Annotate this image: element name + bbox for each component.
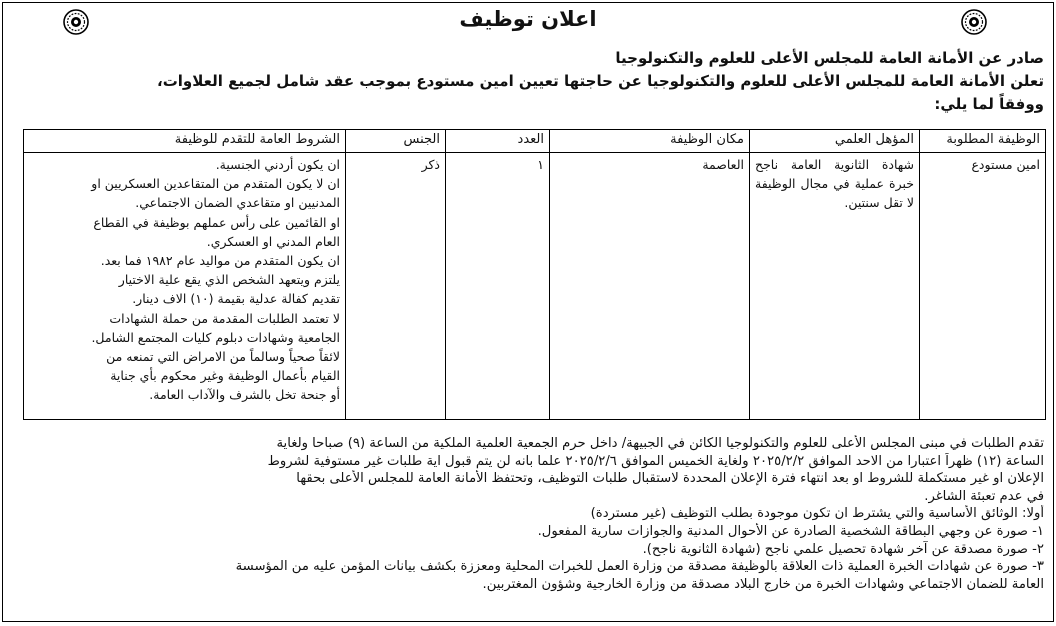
note-line: الساعة (١٢) ظهراً اعتبارا من الاحد الموافق ٢٠٢٥/٢/٢ ولغاية الخميس الموافق ٢٠٢٥/٢/٦ علما بانه لن يتم قبول اية طلبات غير مستوفية لشروط xyxy=(267,453,1044,469)
table-row xyxy=(24,153,1046,420)
condition-line: المدنيين او متقاعدي الضمان الاجتماعي. xyxy=(135,195,340,211)
note-line: الإعلان او غير مستكملة للشروط او بعد انتهاء فترة الإعلان المحددة لاستقبال طلبات التوظيف، وتحتفظ الأمانة العامة للمجلس الأعلى بحقها xyxy=(296,471,1044,487)
job-advertisement xyxy=(2,2,1054,622)
condition-line: ان يكون المتقدم من مواليد عام ١٩٨٢ فما بعد. xyxy=(100,253,340,269)
cell-qualification: شهادة الثانوية العامة ناجح خبرة عملية في مجال الوظيفة لا تقل سنتين. xyxy=(750,153,920,420)
header-gender: الجنس xyxy=(346,130,446,153)
cell-job: امين مستودع xyxy=(920,153,1046,420)
application-notes xyxy=(9,435,1044,593)
issuer-line: صادر عن الأمانة العامة للمجلس الأعلى للعلوم والتكنولوجيا xyxy=(615,49,1044,67)
table-header-row xyxy=(24,130,1046,153)
condition-line: العام المدني او العسكري. xyxy=(206,233,340,249)
note-line: ١- صورة عن وجهي البطاقة الشخصية الصادرة عن الأحوال المدنية والجوازات سارية المفعول. xyxy=(537,523,1044,539)
note-line: أولا: الوثائق الأساسية والتي يشترط ان تكون موجودة بطلب التوظيف (غير مستردة) xyxy=(590,506,1044,522)
cell-location: العاصمة xyxy=(550,153,750,420)
condition-line: ان لا يكون المتقدم من المتقاعدين العسكريين او xyxy=(91,176,340,192)
condition-line: القيام بأعمال الوظيفة وغير محكوم بأي جناية xyxy=(110,368,340,384)
cell-count: ١ xyxy=(446,153,550,420)
note-line: العامة للضمان الاجتماعي وشهادات الخبرة من خارج البلاد مصدقة من وزارة الخارجية وشؤون المغتربين. xyxy=(482,576,1044,592)
note-line: تقدم الطلبات في مبنى المجلس الأعلى للعلوم والتكنولوجيا الكائن في الجبيهة/ داخل حرم الجمعية العلمية الملكية من الساعة (٩) صباحا ولغاية xyxy=(276,436,1044,451)
note-line: ٢- صورة مصدقة عن آخر شهادة تحصيل علمي ناجح (شهادة الثانوية ناجح). xyxy=(642,541,1044,557)
header-qualification: المؤهل العلمي xyxy=(750,130,920,153)
intro-text xyxy=(11,47,1044,116)
cell-gender: ذكر xyxy=(346,153,446,420)
announcement-line: تعلن الأمانة العامة للمجلس الأعلى للعلوم والتكنولوجيا عن حاجتها تعيين امين مستودع بموجب عقد شامل لجميع العلاوات، xyxy=(157,72,1044,90)
condition-line: تقديم كفالة عدلية بقيمة (١٠) الاف دينار. xyxy=(132,291,340,307)
condition-line: لا تعتمد الطلبات المقدمة من حملة الشهادات xyxy=(109,310,340,326)
note-line: ٣- صورة عن شهادات الخبرة العملية ذات العلاقة بالوظيفة مصدقة من وزارة العمل للخبرات المحلية ومعززة بكشف بيانات المؤمن عليه من المؤسسة xyxy=(235,559,1044,575)
announcement-line: ووفقاً لما يلي: xyxy=(934,95,1044,113)
cell-conditions xyxy=(24,153,346,420)
condition-line: أو جنحة تخل بالشرف والآداب العامة. xyxy=(149,387,340,403)
header-job: الوظيفة المطلوبة xyxy=(920,130,1046,153)
header-conditions: الشروط العامة للتقدم للوظيفة xyxy=(24,130,346,153)
header-location: مكان الوظيفة xyxy=(550,130,750,153)
condition-line: لائقاً صحياً وسالماً من الامراض التي تمنعه من xyxy=(106,349,340,365)
condition-line: او القائمين على رأس عملهم بوظيفة في القطاع xyxy=(93,214,340,230)
note-line: في عدم تعبئة الشاغر. xyxy=(924,488,1044,504)
condition-line: الجامعية وشهادات دبلوم كليات المجتمع الشامل. xyxy=(91,329,340,345)
header-count: العدد xyxy=(446,130,550,153)
jobs-table xyxy=(23,129,1046,420)
page-title: اعلان توظيف xyxy=(459,7,597,31)
condition-line: ان يكون أردني الجنسية. xyxy=(215,157,340,172)
condition-line: يلتزم ويتعهد الشخص الذي يقع علية الاختيار xyxy=(118,272,340,288)
